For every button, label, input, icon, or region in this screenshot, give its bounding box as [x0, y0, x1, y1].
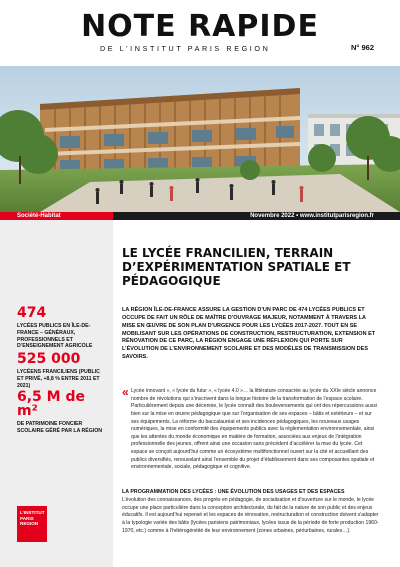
publication-title: NOTE RAPIDE [81, 9, 319, 44]
key-figure-lycees [17, 306, 107, 350]
masthead [0, 0, 400, 66]
key-figure-label: DE PATRIMOINE FONCIER SCOLAIRE GÉRÉ PAR LA RÉGION [17, 421, 103, 434]
hero-image [0, 66, 400, 212]
article-lead: LA RÉGION ÎLE-DE-FRANCE ASSURE LA GESTION D’UN PARC DE 474 LYCÉES PUBLICS ET OCCUPE DE FAIT UN RÔLE DE MAÎTRE D’OUVRAGE MAJEUR, NOTAMMENT À TRAVERS LA MISE EN ŒUVRE DE SON PLAN D’URGENCE POUR LES LYCÉES 2017-2027. TOUT EN SE MOBILISANT SUR LES OPÉRATIONS DE CONSTRUCTION, RESTRUCTURATION, EXTENSION ET RÉNOVATION DE CE PARC, LA RÉGION ENGAGE UNE RÉFLEXION QUI PORTE SUR L’ÉVOLUTION DE L’ENVIRONNEMENT SCOLAIRE ET DES MODÈLES DE TRANSMISSION DES SAVOIRS. [122, 307, 376, 361]
institut-paris-region-logo [17, 506, 47, 542]
logo-line: REGION [20, 521, 39, 527]
category-band-dark [113, 212, 400, 220]
key-figure-lyceens [17, 352, 107, 389]
logo-line: L’INSTITUT [20, 510, 45, 515]
key-figure-label: LYCÉES PUBLICS EN ÎLE-DE-FRANCE – GÉNÉRAUX, PROFESSIONNELS ET D’ENSEIGNEMENT AGRICOLE [17, 323, 93, 350]
opening-quote-mark: « [122, 385, 129, 399]
article-body-paragraph: Lycée innovant », « lycée du futur », « lycée 4.0 »… la littérature consacrée au lycée du XXIe siècle annonce nombre de révolutions qui s’inscrivent dans la longue histoire de la transformation de l’espace scolaire. Particulièrement depuis une décennie, le lycée connaît des bouleversements qui ont des répercussions aussi bien sur la mise en œuvre pédagogique que sur l’organisation de ses espaces – bâtis et extérieurs – et sur ses équipements. La réforme du baccalauréat et ses incidences pédagogiques, les nouveaux usages numériques, la mise en conformité des équipements publics avec la réglementation environnementale, ainsi que les attentes du monde économique en matière de formation, associées aux enjeux de l’intégration professionnelle des jeunes, offrent ainsi une occasion sans précédent d’accélérer la mue du lycée. Cet espace se conçoit aujourd’hui comme un écosystème multifonctionnel ouvert sur la cité et accueillant des publics diversifiés, renouvelant ainsi l’ensemble du projet d’établissement dans ses composantes spatiale et environnementale, sociale, pédagogique et cognitive. [131, 388, 378, 471]
logo-line: PARIS [20, 515, 34, 521]
publication-subtitle: DE L’INSTITUT PARIS REGION [100, 44, 271, 53]
key-figure-number: 474 [17, 305, 47, 321]
section-body: L’évolution des connaissances, des progrès en pédagogie, de socialisation et d’ouverture sur le monde, le lycée occupe une place particulière dans la conception architecturale, du fait de la nature de son public et des enjeux éducatifs. Il est aujourd’hui repensé et les espaces de rénovation, restructuration et construction doivent s’adapter à la typologie variée des bâtis (lycées parisiens patrimoniaux, lycées issus de la période de forte production 1960-1970, etc.) comme à l’hétérogénéité de leur environnement (zones urbaines, périurbaines, rurales…). [122, 497, 379, 534]
key-figure-number: 6,5 M de m² [17, 389, 85, 419]
category-band-red [0, 212, 113, 220]
category-band [0, 212, 400, 220]
article-headline: LE LYCÉE FRANCILIEN, TERRAIN D’EXPÉRIMENTATION SPATIALE ET PÉDAGOGIQUE [122, 246, 351, 288]
section-heading: LA PROGRAMMATION DES LYCÉES : UNE ÉVOLUTION DES USAGES ET DES ESPACES [122, 489, 345, 495]
date-and-website: Novembre 2022 • www.institutparisregion.fr [250, 212, 374, 219]
category-label: Société-Habitat [17, 212, 61, 219]
key-figure-number: 525 000 [17, 351, 81, 367]
building-rendering [0, 66, 400, 212]
key-figure-patrimoine [17, 390, 107, 435]
issue-number: N° 962 [350, 43, 374, 52]
key-figure-label: LYCÉENS FRANCILIENS (PUBLIC ET PRIVÉ, +8,8 % ENTRE 2011 ET 2021) [17, 369, 100, 389]
